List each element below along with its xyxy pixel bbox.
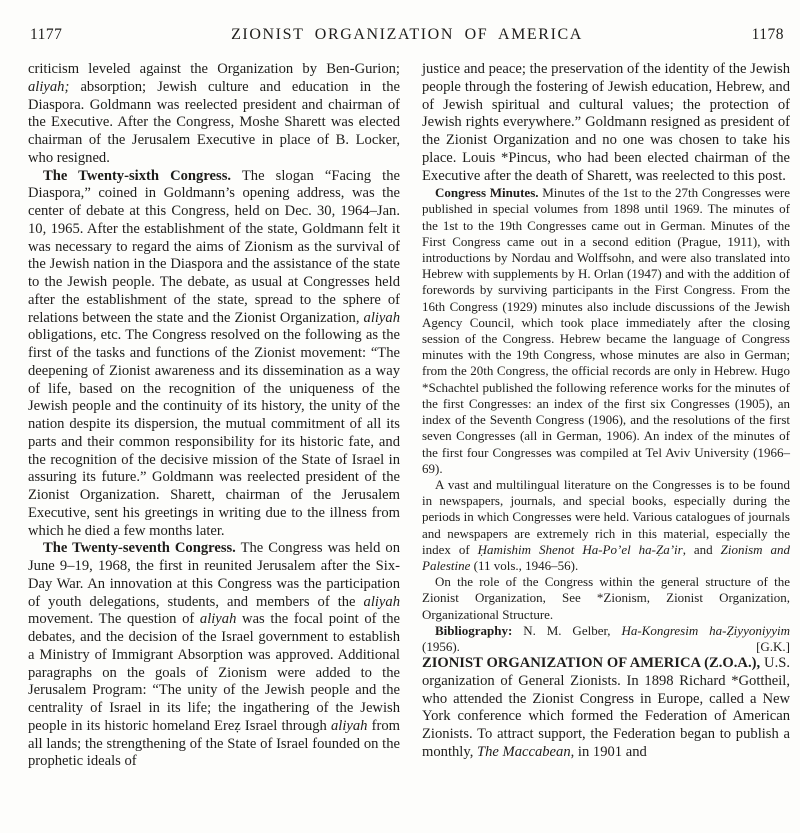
text-run: The Twenty-sixth Congress. [43,167,232,184]
cross-reference-paragraph [422,574,790,623]
text-run: was the focal point of the debates, and the decision of the Israel government to establish a Ministry of Immigrant Absorption was approved. Additional paragraphs on the goals of Zionism were added to the Jerusalem Program: “The unity of the Jewish people and the centrality of Israel in its life; the ingathering of the Jewish people in its historic homeland Ereẓ Israel through [28,611,400,734]
text-run: Ha-Kongresim ha-Ẓiyyoniyyim [621,622,790,638]
text-run: , and [682,541,721,557]
twenty-sixth-congress-paragraph [28,168,400,541]
running-title: ZIONIST ORGANIZATION OF AMERICA [231,26,583,43]
text-run: Ḥamishim Shenot Ha-Po’el ha-Ẓa’ir [477,541,683,557]
text-run: N. M. Gelber, [512,622,622,638]
text-run: , in 1901 and [570,743,647,760]
page-number-left: 1177 [30,26,63,43]
text-run: Bibliography: [435,622,513,638]
text-run: from all lands; the strengthening of the State of Israel founded on the prophetic ideals of [28,717,400,770]
text-run: criticism leveled against the Organization by Ben-Gurion; [28,61,400,77]
text-columns [0,44,800,771]
left-column [28,61,400,771]
text-run: On the role of the Congress within the general structure of the Zionist Organization, See *Zionism, Zionist Organization, Organizational Structure. [422,574,790,622]
text-run: movement. The question of [28,611,200,628]
text-run: aliyah [363,593,400,610]
text-run: The Congress was held on June 9–19, 1968, the first in reunited Jerusalem after the Six-Day War. An innovation at this Congress was the participation of youth delegations, students, and members of the [28,540,400,610]
right-column [422,61,790,771]
text-run: The Maccabean [477,743,571,760]
text-run: obligations, etc. The Congress resolved on the following as the first of the tasks and functions of the Zionist movement: “The deepening of Zionist awareness and its dissemination as a way of life, based on the recognition of the uniqueness of the Jewish people and the continuity of its history, the unity of the nation despite its dispersion, the mutual commitment of all its parts and their common responsibility for its historic fate, and the recognition of the decisive mission of the State of Israel in assuring its future.” Goldmann was reelected president of the Zionist Organization. Sharett, chairman of the Jerusalem Executive, sent his greetings in writing due to the illness from which he died a few months later. [28,327,400,539]
page-number-right: 1178 [751,26,784,43]
text-run: (11 vols., 1946–56). [470,557,579,573]
twenty-seventh-congress-paragraph [28,540,400,771]
text-run: absorption; Jewish culture and education in the Diaspora. Goldmann was reelected president and chairman of the Executive. After the Congress, Moshe Sharett was elected chairman of the Jerusalem Executive in place of B. Locker, who resigned. [28,78,400,166]
text-run: aliyah [331,717,368,734]
text-run: U.S. organization of General Zionists. In 1898 Richard *Gottheil, who attended the Zionist Congress in Europe, called a New York conference which formed the Federation of American Zionists. To attract support, the Federation began to publish a monthly, [422,655,790,760]
text-run: aliyah [199,611,237,628]
text-run: (1956). [422,638,460,654]
zoa-entry-paragraph [422,655,790,762]
text-run: A vast and multilingual literature on the Congresses is to be found in newspapers, journals, and special books, especially during the periods in which Congresses were held. Various catalogues of journals and newspapers are extremely rich in this material, especially the index of [422,476,790,557]
continuation-paragraph [28,61,400,168]
congress-literature-paragraph [422,477,790,574]
text-run: The slogan “Facing the Diaspora,” coined in Goldmann’s opening address, was the center of debate at this Congress, held on Dec. 30, 1964–Jan. 10, 1965. After the establishment of the state, Goldmann felt it was necessary to regard the aims of Zionism as the survival of the Jewish nation in the Diaspora and the assistance of the state to the Jewish people. The debate, as usual at Congresses held after the establishment of the state, spread to the sphere of relations between the state and the Zionist Organization, [28,167,400,326]
text-run: aliyah; [28,78,70,95]
text-run: justice and peace; the preservation of the identity of the Jewish people through the fostering of Jewish education, Hebrew, and of Jewish spiritual and cultural values; the protection of Jewish rights everywhere.” Goldmann resigned as president of the Zionist Organization and no one was chosen to take his place. Louis *Pincus, who had been elected chairman of the Executive after the death of Sharett, was reelected to this post. [422,61,790,184]
text-run: Minutes of the 1st to the 27th Congresses were published in special volumes from 1898 until 1969. The minutes of the 1st to the 19th Congresses came out in German. Minutes of the First Congress came out in a second edition (Prague, 1911), with introductions by Nordau and Wolffsohn, and were also translated into Hebrew with supplements by H. Orlan (1947) and with the addition of forewords by surviving participants in the First Congress. From the 16th Congress (1929) minutes also include discussions of the Jewish Agency Council, which took place immediately after the closing session of the Congress. Hebrew became the language of Congress minutes with the 19th Congress, whose minutes are also in German; from the 20th Congress, the official records are only in Hebrew. Hugo *Schachtel published the following reference works for the minutes of the first Congresses: an index of the first six Congresses (1905), an index of the Seventh Congress (1906), and the resolutions of the first seven Congresses (all in German, 1906). An index of the minutes of the first four Congresses was compiled at Tel Aviv University (1966–69). [422,185,791,476]
text-run: Zionism and Palestine [422,541,790,573]
text-run: ZIONIST ORGANIZATION OF AMERICA (Z.O.A.), [422,655,761,672]
text-run: The Twenty-seventh Congress. [43,540,236,557]
congress-minutes-paragraph [422,185,790,477]
author-initials: [G.K.] [756,638,790,654]
running-head [0,0,800,44]
text-run: aliyah [363,309,400,326]
bibliography-paragraph [422,623,790,655]
text-run: Congress Minutes. [435,185,539,201]
continuation-paragraph [422,61,790,185]
